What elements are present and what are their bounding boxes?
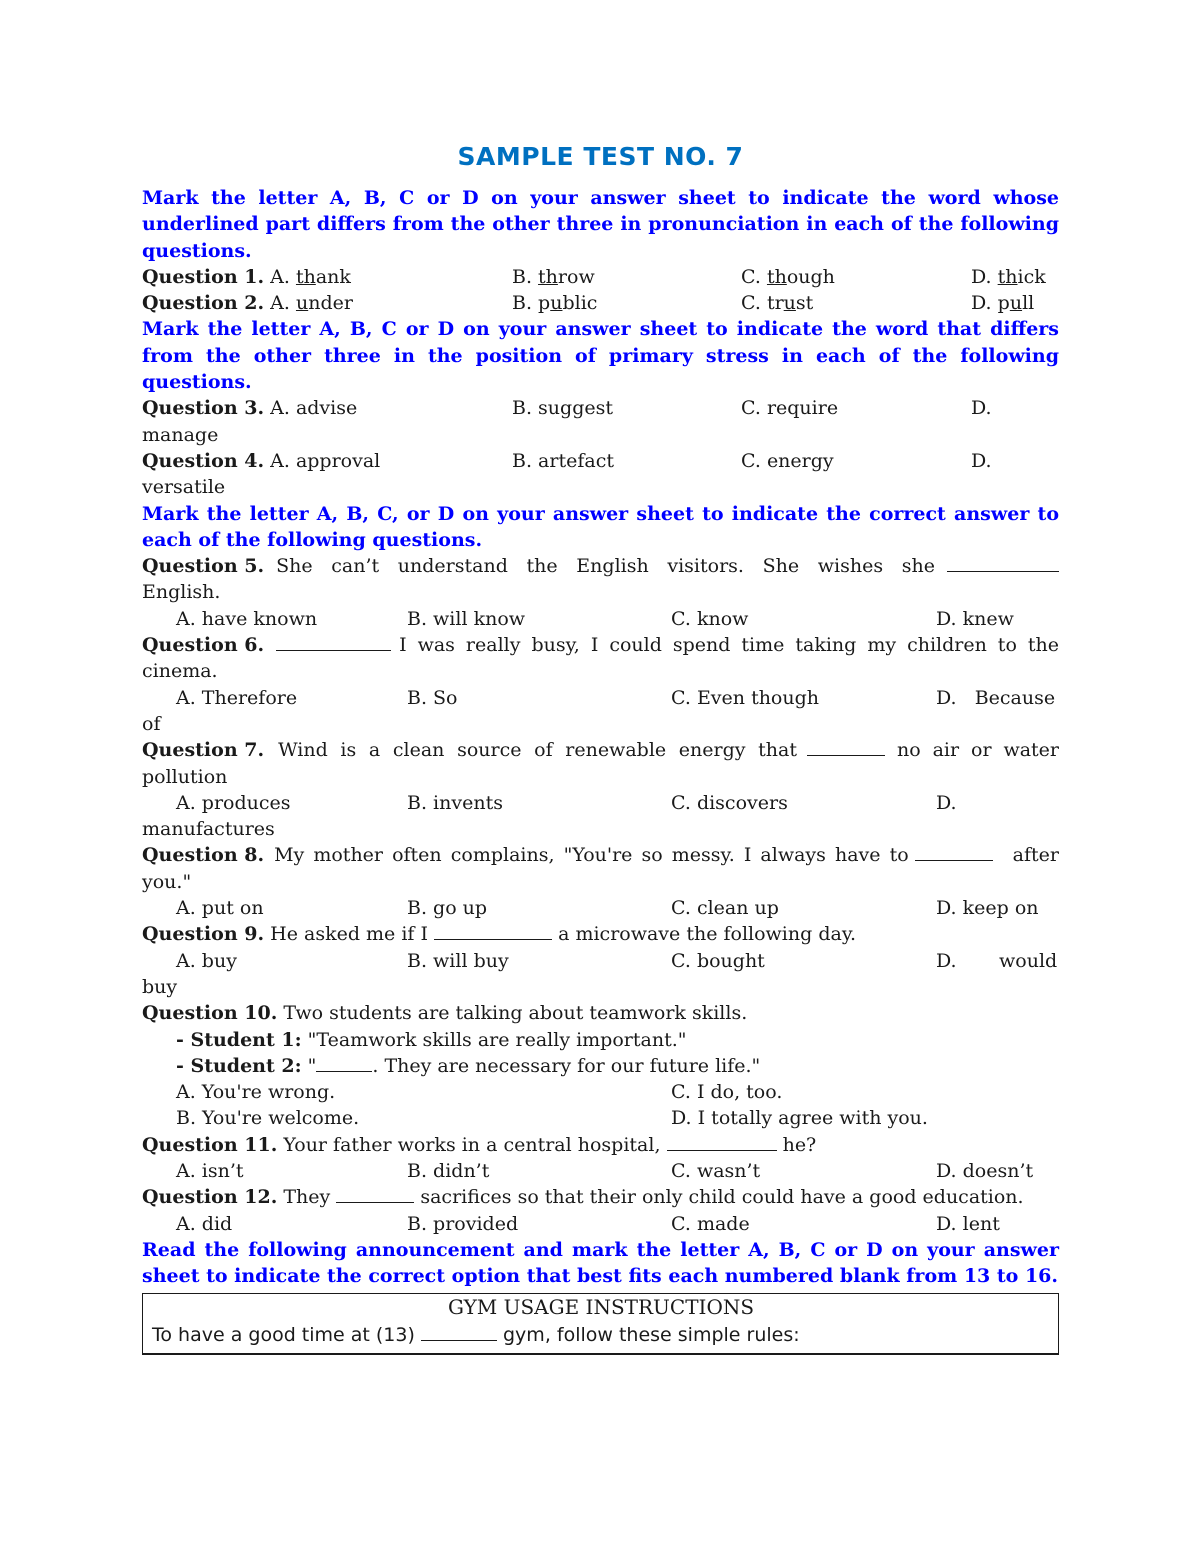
question-9-options: A. buy B. will buy C. bought D. would (176, 949, 1058, 972)
question-3: Question 3. A. advise B. suggest C. require D. (142, 397, 992, 420)
question-2: Question 2. A. under B. public C. trust D. pull (142, 290, 1059, 316)
answer-blank (336, 1184, 414, 1203)
option-b: B. throw (512, 265, 595, 288)
question-10-student-2: - Student 2: " . They are necessary for our future life." (176, 1054, 761, 1077)
question-12-options: A. did B. provided C. made D. lent (176, 1212, 1000, 1235)
question-6: Question 6. I was really busy, I could spend time taking my children to the (142, 634, 1059, 657)
question-6-options: A. Therefore B. So C. Even though D. Because (176, 686, 1056, 709)
question-8-options: A. put on B. go up C. clean up D. keep on (176, 897, 1039, 920)
answer-blank (316, 1053, 372, 1072)
question-4: Question 4. A. approval B. artefact C. energy D. (142, 449, 992, 472)
question-8: Question 8. My mother often complains, "You're so messy. I always have to after (142, 844, 1059, 867)
test-page: SAMPLE TEST NO. 7 Mark the letter A, B, C or D on your answer sheet to indicate the word whose underlined part differs from the other three in pronunciation in each of the following questions. Question 1. A. thank B. throw C. though D. thick Question 2. A. under B. public C. trust D. pull Mark the letter A, B, C or D on your answer sheet to indicate the word that differs from the other three in the position of primary stress in each of the following questions. Question 3. A. advise B. suggest C. require D. manage Question 4. A. approval B. artefact C. energy D. versatile Mark the letter A, B, C, or D on your answer sheet to indicate the correct answer to each of the following questions. Question 5. She can’t understand the English visitors. She wishes she English. A. have known B. will know C. know D. knew Question 6. I was really busy, I could spend time taking my children to the cinema. A. Therefore B. So C. Even though D. Because of Question 7 . Wind is a clean source of renewable energy that no air or water pollution A. produces B. invents C. discovers D. manufactures Question 8. My mother often complains, "You're so messy. I always have to after you." A. put on B. go up C. clean up D. keep on Question 9. He asked me if I a microwave the following day. A. buy B. will buy C. bought D. would buy Question 10. Two students are talking about teamwork skills. - Student 1: "Teamwork skills are really important." - Student 2: " . They are necessary for our future life." A. You're wrong. C. I do, too. B. You're welcome. D. I totally agree with you. Question 11. Your father works in a central hospital, he? A. isn’t B. didn’t C. wasn’t D. doesn’t Question 12. They sacrifices so that their only child could have a good education. A. did B. provided C. made D. lent Read the following announcement and mark the letter A, B, C or D on your answer sheet to indicate the correct option that best fits each numbered blank from 13 to 16. GYM USAGE INSTRUCTIONS To have a good time at (13) gym, follow these simple rules: (142, 140, 1059, 1355)
option-c: C. trust (741, 292, 814, 315)
instruction-announcement: Read the following announcement and mark the letter A, B, C or D on your answer sheet to indicate the correct option that best fits each numbered blank from 13 to 16. (142, 1238, 1059, 1288)
instruction-stress: Mark the letter A, B, C or D on your answer sheet to indicate the word that differs from the other three in the position of primary stress in each of the following questions. (142, 318, 1059, 394)
question-11: Question 11. Your father works in a central hospital, he? (142, 1133, 817, 1156)
question-label: Question 2 (142, 292, 258, 315)
question-10-options-bd: B. You're welcome. D. I totally agree with you. (176, 1107, 928, 1130)
question-9: Question 9. He asked me if I a microwave the following day. (142, 923, 857, 946)
question-10-options-ac: A. You're wrong. C. I do, too. (176, 1081, 783, 1104)
answer-blank (947, 553, 1059, 572)
question-7-options: A. produces B. invents C. discovers D. (176, 791, 957, 814)
question-12: Question 12. They sacrifices so that their only child could have a good education. (142, 1186, 1024, 1209)
question-5: Question 5. She can’t understand the English visitors. She wishes she (142, 553, 1059, 579)
answer-blank (434, 921, 552, 940)
instruction-pronunciation: Mark the letter A, B, C or D on your answer sheet to indicate the word whose underlined part differs from the other three in pronunciation in each of the following questions. (142, 187, 1059, 262)
question-10: Question 10. Two students are talking about teamwork skills. (142, 1002, 748, 1025)
gym-box-title: GYM USAGE INSTRUCTIONS (447, 1295, 755, 1320)
instruction-correct-answer: Mark the letter A, B, C, or D on your answer sheet to indicate the correct answer to each of the following questions. (142, 502, 1059, 551)
question-5-options: A. have known B. will know C. know D. knew (176, 607, 1014, 630)
question-11-options: A. isn’t B. didn’t C. wasn’t D. doesn’t (176, 1159, 1034, 1182)
option-d: D. thick (971, 265, 1046, 288)
question-10-student-1: - Student 1: "Teamwork skills are really important." (176, 1028, 687, 1051)
answer-blank (807, 737, 885, 756)
answer-blank (276, 632, 391, 651)
question-7: Question 7 . Wind is a clean source of renewable energy that no air or water (142, 739, 1059, 762)
answer-blank (915, 842, 993, 861)
page-title: SAMPLE TEST NO. 7 (457, 142, 744, 171)
option-d: D. pull (971, 292, 1035, 315)
option-c: C. though (741, 265, 835, 288)
answer-blank-13 (421, 1322, 497, 1341)
option-b: B. public (512, 292, 598, 315)
answer-blank (667, 1132, 777, 1151)
question-1: Question 1. A. thank B. throw C. though D. thick (142, 264, 1059, 290)
gym-instructions-box (142, 1293, 1059, 1355)
gym-box-line: To have a good time at (13) gym, follow these simple rules: (152, 1324, 800, 1347)
question-label: Question 1 (142, 265, 258, 288)
